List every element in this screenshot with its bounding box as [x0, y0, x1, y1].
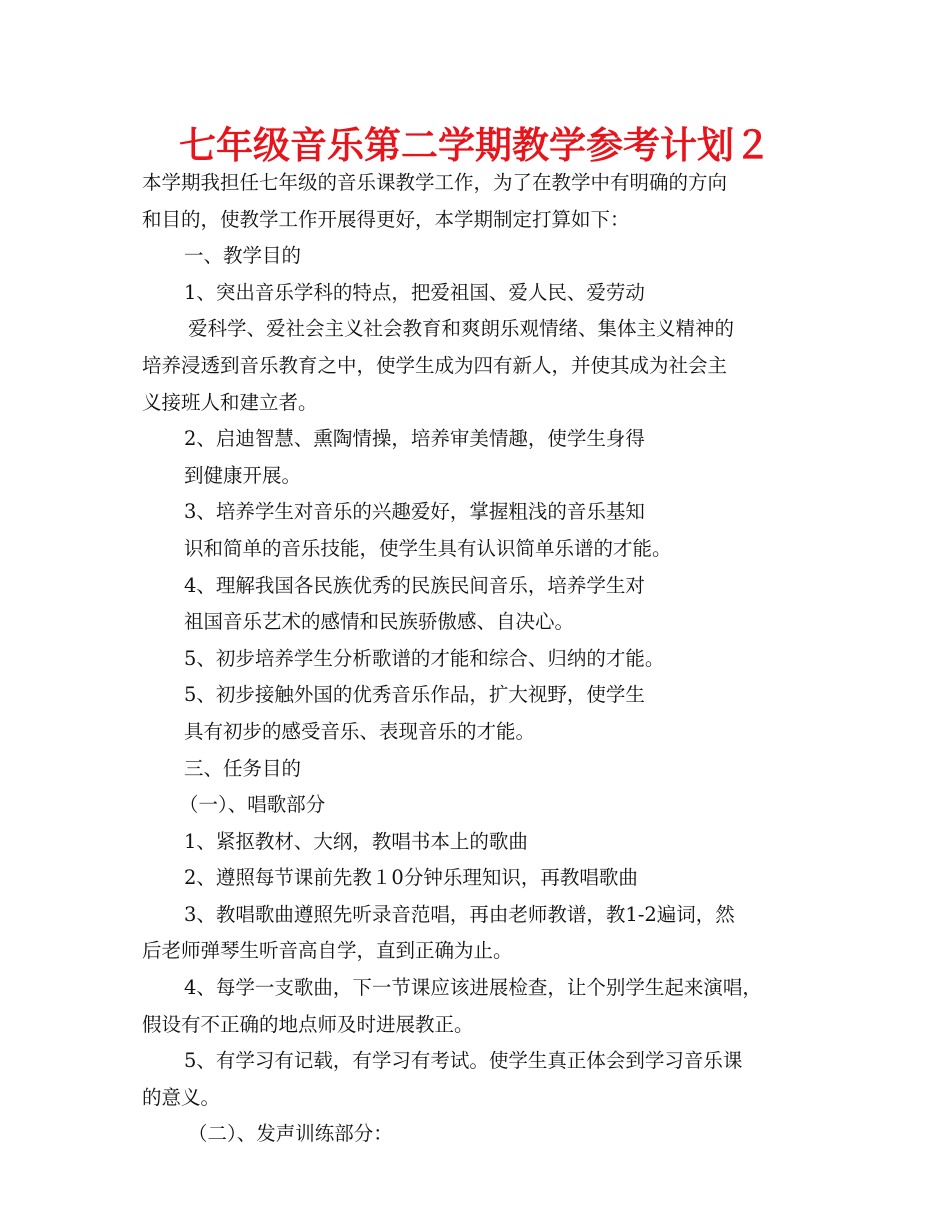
text-line: 4、理解我国各民族优秀的民族民间音乐，培养学生对 [184, 573, 645, 597]
text-line: 和目的，使教学工作开展得更好，本学期制定打算如下： [142, 207, 630, 231]
text-line: 识和简单的音乐技能，使学生具有认识简单乐谱的才能。 [184, 536, 672, 560]
text-line: 一、教学目的 [184, 244, 302, 268]
text-line: 2、遵照每节课前先教１0分钟乐理知识，再教唱歌曲 [184, 866, 638, 890]
text-line: 爱科学、爱社会主义社会教育和爽朗乐观情绪、集体主义精神的 [188, 317, 735, 341]
text-line: 4、每学一支歌曲，下一节课应该进展检查，让个别学生起来演唱， [184, 976, 762, 1000]
text-line: 3、教唱歌曲遵照先听录音范唱，再由老师教谱，教1-2遍词，然 [184, 902, 735, 926]
text-line: 3、培养学生对音乐的兴趣爱好，掌握粗浅的音乐基知 [184, 500, 645, 524]
text-line: 1、突出音乐学科的特点，把爱祖国、爱人民、爱劳动 [184, 280, 645, 304]
text-line: 5、初步接触外国的优秀音乐作品，扩大视野，使学生 [184, 683, 645, 707]
text-line: 义接班人和建立者。 [142, 390, 318, 414]
text-line: 到健康开展。 [184, 463, 302, 487]
text-line: 三、任务目的 [184, 756, 302, 780]
text-line: 假设有不正确的地点师及时进展教正。 [142, 1012, 474, 1036]
text-line: 5、初步培养学生分析歌谱的才能和综合、归纳的才能。 [184, 646, 665, 670]
text-line: 本学期我担任七年级的音乐课教学工作，为了在教学中有明确的方向 [142, 171, 728, 194]
text-line: （一）、唱歌部分 [179, 793, 326, 817]
text-line: 的意义。 [142, 1085, 221, 1109]
text-line: 培养浸透到音乐教育之中，使学生成为四有新人，并使其成为社会主 [142, 353, 728, 377]
text-line: 具有初步的感受音乐、表现音乐的才能。 [184, 719, 536, 743]
document-body [142, 165, 822, 1153]
text-line: 2、启迪智慧、熏陶情操，培养审美情趣，使学生身得 [184, 427, 645, 451]
document-title: 七年级音乐第二学期教学参考计划２ [179, 124, 771, 167]
text-line: （二）、发声训练部分： [188, 1122, 393, 1146]
text-line: 1、紧抠教材、大纲，教唱书本上的歌曲 [184, 829, 528, 853]
text-line: 祖国音乐艺术的感情和民族骄傲感、自决心。 [184, 610, 575, 634]
text-line: 5、有学习有记载，有学习有考试。使学生真正体会到学习音乐课 [184, 1049, 743, 1073]
text-line: 后老师弹琴生听音高自学，直到正确为止。 [142, 939, 513, 963]
